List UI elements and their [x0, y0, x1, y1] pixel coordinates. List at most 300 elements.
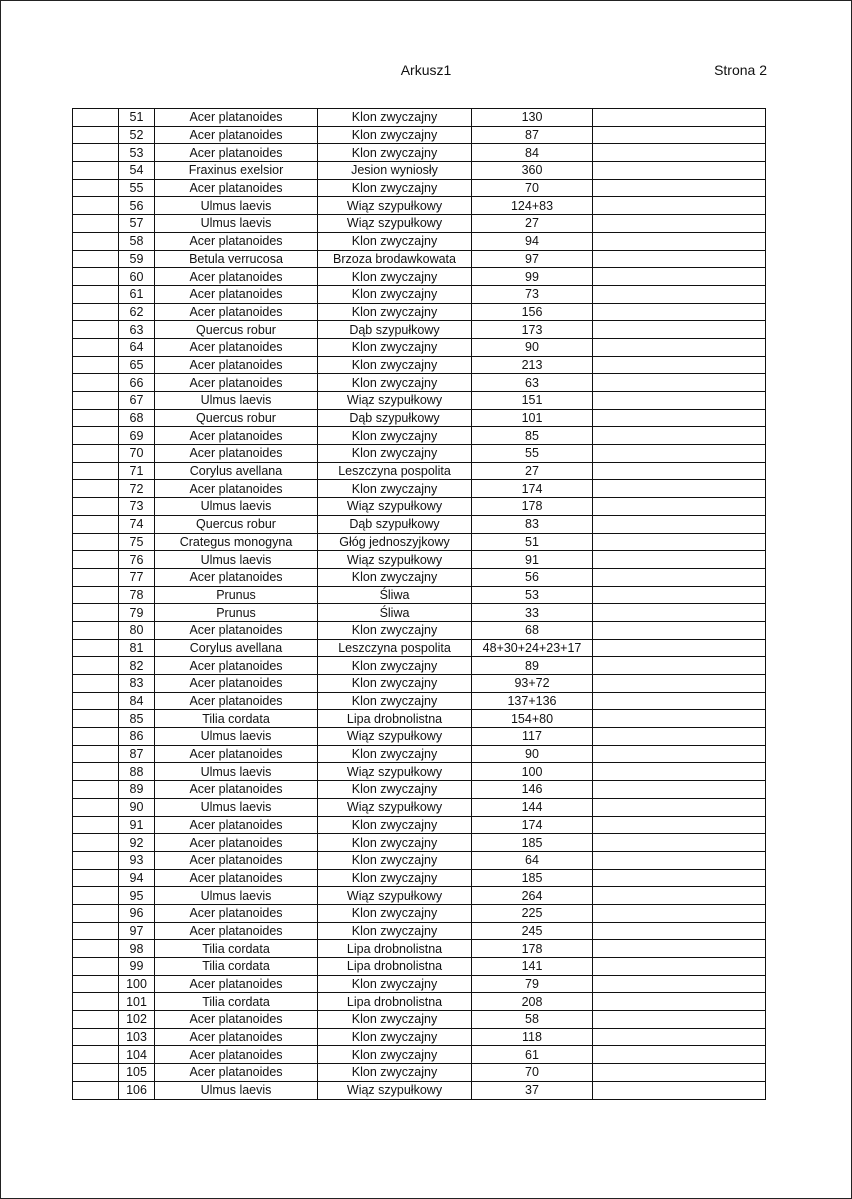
latin-name-cell: Ulmus laevis [155, 1081, 318, 1099]
circumference-cell: 48+30+24+23+17 [472, 639, 593, 657]
notes-cell [593, 462, 766, 480]
notes-cell [593, 409, 766, 427]
latin-name-cell: Crategus monogyna [155, 533, 318, 551]
table-row [73, 179, 766, 197]
blank-cell [73, 834, 119, 852]
notes-cell [593, 568, 766, 586]
notes-cell [593, 816, 766, 834]
blank-cell [73, 356, 119, 374]
notes-cell [593, 445, 766, 463]
circumference-cell: 89 [472, 657, 593, 675]
blank-cell [73, 321, 119, 339]
notes-cell [593, 940, 766, 958]
tree-number-cell: 56 [119, 197, 155, 215]
table-row [73, 268, 766, 286]
notes-cell [593, 904, 766, 922]
notes-cell [593, 162, 766, 180]
table-row [73, 692, 766, 710]
notes-cell [593, 1081, 766, 1099]
blank-cell [73, 975, 119, 993]
table-row [73, 745, 766, 763]
circumference-cell: 91 [472, 551, 593, 569]
blank-cell [73, 179, 119, 197]
table-row [73, 657, 766, 675]
tree-number-cell: 84 [119, 692, 155, 710]
tree-number-cell: 67 [119, 392, 155, 410]
tree-number-cell: 91 [119, 816, 155, 834]
tree-number-cell: 51 [119, 109, 155, 127]
blank-cell [73, 392, 119, 410]
polish-name-cell: Klon zwyczajny [318, 657, 472, 675]
polish-name-cell: Klon zwyczajny [318, 1064, 472, 1082]
latin-name-cell: Acer platanoides [155, 338, 318, 356]
tree-number-cell: 77 [119, 568, 155, 586]
notes-cell [593, 303, 766, 321]
tree-number-cell: 73 [119, 498, 155, 516]
table-row [73, 887, 766, 905]
notes-cell [593, 498, 766, 516]
table-row [73, 834, 766, 852]
notes-cell [593, 851, 766, 869]
tree-number-cell: 99 [119, 958, 155, 976]
blank-cell [73, 462, 119, 480]
polish-name-cell: Wiąz szypułkowy [318, 728, 472, 746]
notes-cell [593, 1064, 766, 1082]
tree-number-cell: 60 [119, 268, 155, 286]
latin-name-cell: Tilia cordata [155, 958, 318, 976]
circumference-cell: 33 [472, 604, 593, 622]
polish-name-cell: Klon zwyczajny [318, 816, 472, 834]
circumference-cell: 37 [472, 1081, 593, 1099]
circumference-cell: 124+83 [472, 197, 593, 215]
tree-number-cell: 83 [119, 675, 155, 693]
table-row [73, 604, 766, 622]
circumference-cell: 68 [472, 621, 593, 639]
notes-cell [593, 215, 766, 233]
blank-cell [73, 851, 119, 869]
table-row [73, 940, 766, 958]
polish-name-cell: Lipa drobnolistna [318, 710, 472, 728]
circumference-cell: 146 [472, 781, 593, 799]
tree-number-cell: 96 [119, 904, 155, 922]
table-row [73, 922, 766, 940]
tree-inventory-table [72, 108, 766, 1100]
latin-name-cell: Ulmus laevis [155, 887, 318, 905]
polish-name-cell: Klon zwyczajny [318, 692, 472, 710]
table-row [73, 250, 766, 268]
circumference-cell: 156 [472, 303, 593, 321]
circumference-cell: 225 [472, 904, 593, 922]
table-row [73, 586, 766, 604]
circumference-cell: 208 [472, 993, 593, 1011]
blank-cell [73, 710, 119, 728]
blank-cell [73, 657, 119, 675]
polish-name-cell: Wiąz szypułkowy [318, 197, 472, 215]
table-row [73, 197, 766, 215]
table-row [73, 1064, 766, 1082]
blank-cell [73, 639, 119, 657]
polish-name-cell: Klon zwyczajny [318, 303, 472, 321]
latin-name-cell: Acer platanoides [155, 480, 318, 498]
tree-number-cell: 63 [119, 321, 155, 339]
polish-name-cell: Klon zwyczajny [318, 427, 472, 445]
blank-cell [73, 480, 119, 498]
notes-cell [593, 958, 766, 976]
polish-name-cell: Wiąz szypułkowy [318, 763, 472, 781]
circumference-cell: 185 [472, 869, 593, 887]
table-row [73, 409, 766, 427]
blank-cell [73, 498, 119, 516]
blank-cell [73, 675, 119, 693]
table-row [73, 445, 766, 463]
polish-name-cell: Klon zwyczajny [318, 179, 472, 197]
table-row [73, 763, 766, 781]
latin-name-cell: Acer platanoides [155, 675, 318, 693]
circumference-cell: 94 [472, 232, 593, 250]
blank-cell [73, 940, 119, 958]
table-row [73, 338, 766, 356]
circumference-cell: 51 [472, 533, 593, 551]
latin-name-cell: Acer platanoides [155, 1064, 318, 1082]
polish-name-cell: Wiąz szypułkowy [318, 392, 472, 410]
table-row [73, 232, 766, 250]
blank-cell [73, 215, 119, 233]
notes-cell [593, 798, 766, 816]
table-row [73, 781, 766, 799]
polish-name-cell: Jesion wyniosły [318, 162, 472, 180]
polish-name-cell: Lipa drobnolistna [318, 940, 472, 958]
notes-cell [593, 515, 766, 533]
polish-name-cell: Lipa drobnolistna [318, 993, 472, 1011]
circumference-cell: 130 [472, 109, 593, 127]
latin-name-cell: Acer platanoides [155, 126, 318, 144]
tree-number-cell: 71 [119, 462, 155, 480]
tree-number-cell: 87 [119, 745, 155, 763]
tree-number-cell: 105 [119, 1064, 155, 1082]
latin-name-cell: Acer platanoides [155, 869, 318, 887]
tree-number-cell: 97 [119, 922, 155, 940]
notes-cell [593, 126, 766, 144]
tree-number-cell: 64 [119, 338, 155, 356]
notes-cell [593, 268, 766, 286]
tree-number-cell: 93 [119, 851, 155, 869]
blank-cell [73, 533, 119, 551]
blank-cell [73, 374, 119, 392]
table-row [73, 798, 766, 816]
notes-cell [593, 338, 766, 356]
tree-number-cell: 102 [119, 1011, 155, 1029]
polish-name-cell: Głóg jednoszyjkowy [318, 533, 472, 551]
blank-cell [73, 993, 119, 1011]
latin-name-cell: Acer platanoides [155, 922, 318, 940]
table-body [73, 109, 766, 1100]
tree-number-cell: 74 [119, 515, 155, 533]
circumference-cell: 55 [472, 445, 593, 463]
tree-number-cell: 104 [119, 1046, 155, 1064]
table-row [73, 675, 766, 693]
latin-name-cell: Acer platanoides [155, 568, 318, 586]
tree-number-cell: 106 [119, 1081, 155, 1099]
polish-name-cell: Klon zwyczajny [318, 109, 472, 127]
notes-cell [593, 586, 766, 604]
notes-cell [593, 781, 766, 799]
latin-name-cell: Prunus [155, 604, 318, 622]
polish-name-cell: Klon zwyczajny [318, 126, 472, 144]
table-row [73, 321, 766, 339]
polish-name-cell: Klon zwyczajny [318, 480, 472, 498]
tree-number-cell: 100 [119, 975, 155, 993]
polish-name-cell: Klon zwyczajny [318, 975, 472, 993]
tree-number-cell: 68 [119, 409, 155, 427]
table-row [73, 904, 766, 922]
polish-name-cell: Klon zwyczajny [318, 834, 472, 852]
circumference-cell: 63 [472, 374, 593, 392]
latin-name-cell: Acer platanoides [155, 834, 318, 852]
notes-cell [593, 232, 766, 250]
notes-cell [593, 675, 766, 693]
table-row [73, 162, 766, 180]
polish-name-cell: Dąb szypułkowy [318, 409, 472, 427]
table-row [73, 533, 766, 551]
polish-name-cell: Klon zwyczajny [318, 568, 472, 586]
polish-name-cell: Wiąz szypułkowy [318, 887, 472, 905]
blank-cell [73, 568, 119, 586]
blank-cell [73, 816, 119, 834]
latin-name-cell: Prunus [155, 586, 318, 604]
circumference-cell: 174 [472, 480, 593, 498]
tree-number-cell: 86 [119, 728, 155, 746]
table-row [73, 126, 766, 144]
blank-cell [73, 427, 119, 445]
table-row [73, 958, 766, 976]
table-row [73, 498, 766, 516]
tree-number-cell: 55 [119, 179, 155, 197]
blank-cell [73, 303, 119, 321]
circumference-cell: 213 [472, 356, 593, 374]
tree-number-cell: 66 [119, 374, 155, 392]
tree-number-cell: 90 [119, 798, 155, 816]
polish-name-cell: Klon zwyczajny [318, 904, 472, 922]
table-row [73, 374, 766, 392]
tree-number-cell: 101 [119, 993, 155, 1011]
latin-name-cell: Acer platanoides [155, 445, 318, 463]
polish-name-cell: Klon zwyczajny [318, 922, 472, 940]
notes-cell [593, 1011, 766, 1029]
polish-name-cell: Klon zwyczajny [318, 851, 472, 869]
circumference-cell: 178 [472, 498, 593, 516]
circumference-cell: 137+136 [472, 692, 593, 710]
polish-name-cell: Lipa drobnolistna [318, 958, 472, 976]
polish-name-cell: Klon zwyczajny [318, 1028, 472, 1046]
polish-name-cell: Dąb szypułkowy [318, 321, 472, 339]
notes-cell [593, 551, 766, 569]
polish-name-cell: Klon zwyczajny [318, 356, 472, 374]
circumference-cell: 53 [472, 586, 593, 604]
circumference-cell: 151 [472, 392, 593, 410]
table-row [73, 710, 766, 728]
latin-name-cell: Acer platanoides [155, 781, 318, 799]
tree-number-cell: 80 [119, 621, 155, 639]
table-row [73, 639, 766, 657]
latin-name-cell: Ulmus laevis [155, 392, 318, 410]
tree-number-cell: 92 [119, 834, 155, 852]
notes-cell [593, 179, 766, 197]
latin-name-cell: Acer platanoides [155, 851, 318, 869]
notes-cell [593, 321, 766, 339]
tree-number-cell: 76 [119, 551, 155, 569]
polish-name-cell: Klon zwyczajny [318, 285, 472, 303]
latin-name-cell: Acer platanoides [155, 816, 318, 834]
tree-number-cell: 61 [119, 285, 155, 303]
notes-cell [593, 374, 766, 392]
polish-name-cell: Klon zwyczajny [318, 675, 472, 693]
notes-cell [593, 745, 766, 763]
table-row [73, 480, 766, 498]
polish-name-cell: Śliwa [318, 586, 472, 604]
notes-cell [593, 834, 766, 852]
notes-cell [593, 480, 766, 498]
table-row [73, 851, 766, 869]
circumference-cell: 141 [472, 958, 593, 976]
circumference-cell: 56 [472, 568, 593, 586]
polish-name-cell: Leszczyna pospolita [318, 462, 472, 480]
circumference-cell: 58 [472, 1011, 593, 1029]
latin-name-cell: Tilia cordata [155, 993, 318, 1011]
blank-cell [73, 1011, 119, 1029]
circumference-cell: 90 [472, 745, 593, 763]
blank-cell [73, 285, 119, 303]
tree-number-cell: 79 [119, 604, 155, 622]
polish-name-cell: Klon zwyczajny [318, 869, 472, 887]
table-row [73, 993, 766, 1011]
latin-name-cell: Acer platanoides [155, 356, 318, 374]
latin-name-cell: Fraxinus exelsior [155, 162, 318, 180]
circumference-cell: 185 [472, 834, 593, 852]
polish-name-cell: Dąb szypułkowy [318, 515, 472, 533]
latin-name-cell: Tilia cordata [155, 940, 318, 958]
latin-name-cell: Acer platanoides [155, 1046, 318, 1064]
tree-number-cell: 69 [119, 427, 155, 445]
latin-name-cell: Ulmus laevis [155, 197, 318, 215]
tree-number-cell: 57 [119, 215, 155, 233]
blank-cell [73, 763, 119, 781]
latin-name-cell: Corylus avellana [155, 639, 318, 657]
circumference-cell: 100 [472, 763, 593, 781]
blank-cell [73, 338, 119, 356]
notes-cell [593, 639, 766, 657]
blank-cell [73, 1064, 119, 1082]
circumference-cell: 93+72 [472, 675, 593, 693]
table-row [73, 392, 766, 410]
latin-name-cell: Ulmus laevis [155, 798, 318, 816]
notes-cell [593, 692, 766, 710]
latin-name-cell: Ulmus laevis [155, 215, 318, 233]
tree-number-cell: 82 [119, 657, 155, 675]
notes-cell [593, 109, 766, 127]
polish-name-cell: Klon zwyczajny [318, 781, 472, 799]
notes-cell [593, 763, 766, 781]
circumference-cell: 178 [472, 940, 593, 958]
notes-cell [593, 887, 766, 905]
tree-number-cell: 72 [119, 480, 155, 498]
blank-cell [73, 798, 119, 816]
blank-cell [73, 586, 119, 604]
latin-name-cell: Acer platanoides [155, 657, 318, 675]
notes-cell [593, 710, 766, 728]
table-row [73, 816, 766, 834]
notes-cell [593, 1046, 766, 1064]
circumference-cell: 99 [472, 268, 593, 286]
latin-name-cell: Acer platanoides [155, 427, 318, 445]
table-row [73, 1028, 766, 1046]
latin-name-cell: Acer platanoides [155, 975, 318, 993]
notes-cell [593, 604, 766, 622]
notes-cell [593, 533, 766, 551]
blank-cell [73, 109, 119, 127]
polish-name-cell: Klon zwyczajny [318, 445, 472, 463]
table-row [73, 728, 766, 746]
table-row [73, 427, 766, 445]
latin-name-cell: Ulmus laevis [155, 728, 318, 746]
blank-cell [73, 250, 119, 268]
blank-cell [73, 126, 119, 144]
latin-name-cell: Acer platanoides [155, 621, 318, 639]
notes-cell [593, 657, 766, 675]
blank-cell [73, 781, 119, 799]
blank-cell [73, 409, 119, 427]
circumference-cell: 154+80 [472, 710, 593, 728]
polish-name-cell: Klon zwyczajny [318, 144, 472, 162]
tree-number-cell: 95 [119, 887, 155, 905]
latin-name-cell: Quercus robur [155, 515, 318, 533]
polish-name-cell: Wiąz szypułkowy [318, 1081, 472, 1099]
page-number: Strona 2 [714, 62, 767, 78]
table-row [73, 356, 766, 374]
table-row [73, 975, 766, 993]
latin-name-cell: Quercus robur [155, 409, 318, 427]
polish-name-cell: Klon zwyczajny [318, 338, 472, 356]
latin-name-cell: Acer platanoides [155, 1028, 318, 1046]
blank-cell [73, 604, 119, 622]
blank-cell [73, 551, 119, 569]
circumference-cell: 27 [472, 215, 593, 233]
polish-name-cell: Klon zwyczajny [318, 1011, 472, 1029]
circumference-cell: 118 [472, 1028, 593, 1046]
circumference-cell: 264 [472, 887, 593, 905]
polish-name-cell: Wiąz szypułkowy [318, 798, 472, 816]
latin-name-cell: Tilia cordata [155, 710, 318, 728]
notes-cell [593, 392, 766, 410]
polish-name-cell: Klon zwyczajny [318, 745, 472, 763]
tree-number-cell: 88 [119, 763, 155, 781]
circumference-cell: 90 [472, 338, 593, 356]
blank-cell [73, 1046, 119, 1064]
circumference-cell: 97 [472, 250, 593, 268]
latin-name-cell: Acer platanoides [155, 109, 318, 127]
latin-name-cell: Acer platanoides [155, 144, 318, 162]
polish-name-cell: Śliwa [318, 604, 472, 622]
tree-number-cell: 53 [119, 144, 155, 162]
blank-cell [73, 745, 119, 763]
blank-cell [73, 869, 119, 887]
circumference-cell: 79 [472, 975, 593, 993]
polish-name-cell: Klon zwyczajny [318, 1046, 472, 1064]
blank-cell [73, 1081, 119, 1099]
table-row [73, 109, 766, 127]
sheet-title: Arkusz1 [400, 62, 452, 78]
blank-cell [73, 887, 119, 905]
latin-name-cell: Acer platanoides [155, 904, 318, 922]
